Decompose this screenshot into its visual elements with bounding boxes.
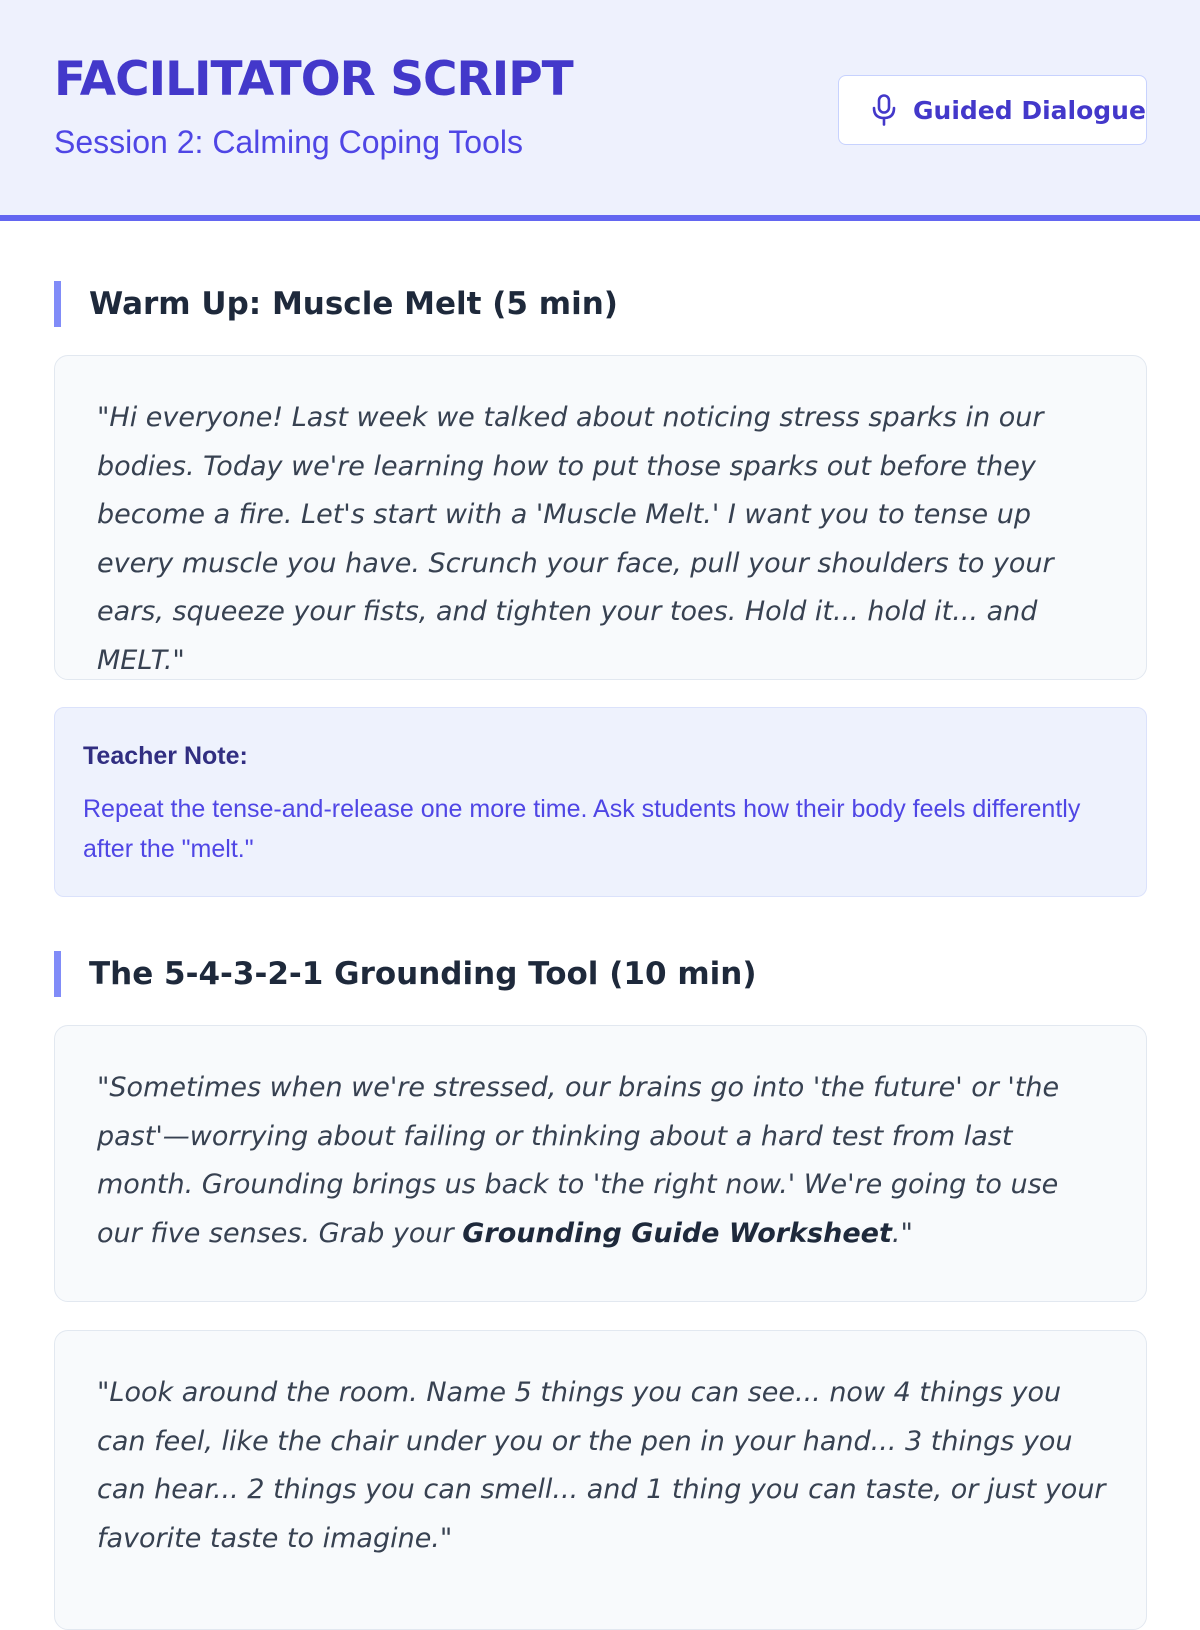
- teacher-note-text: Repeat the tense-and-release one more time. Ask students how their body feels differently after the "melt.": [83, 795, 1081, 863]
- page-subtitle: Session 2: Calming Coping Tools: [54, 124, 523, 160]
- page-header: [0, 0, 1200, 221]
- script-text: "Hi everyone! Last week we talked about noticing stress sparks in our bodies. Today we're learning how to put those sparks out before they become a fire. Let's start with a 'Muscle Melt.' I want you to tense up every muscle you have. Scrunch your face, pull your shoulders to your ears, squeeze your fists, and tighten your toes. Hold it... hold it... and MELT.": [97, 402, 1054, 676]
- guided-dialogue-badge: [838, 75, 1147, 145]
- page-title: FACILITATOR SCRIPT: [54, 52, 573, 107]
- teacher-note-title: Teacher Note:: [83, 742, 248, 770]
- script-text: "Look around the room. Name 5 things you can see... now 4 things you can feel, like the chair under you or the pen in your hand... 3 things you can hear... 2 things you can smell... and 1 thing you can taste, or just your favorite taste to imagine.": [97, 1377, 1106, 1554]
- script-card-five-senses: [54, 1330, 1147, 1630]
- worksheet-name: Grounding Guide Worksheet: [462, 1217, 892, 1249]
- script-card-grounding-intro: [54, 1025, 1147, 1302]
- teacher-note: [54, 707, 1147, 897]
- script-card-muscle-melt: [54, 355, 1147, 680]
- badge-label: Guided Dialogue: [913, 95, 1146, 125]
- script-text: "Sometimes when we're stressed, our brains go into 'the future' or 'the past'—worrying about failing or thinking about a hard test from last month. Grounding brings us back to 'the right now.' We're going to use our five senses. Grab your Grounding Guide Worksheet.": [97, 1072, 1060, 1249]
- section-heading-grounding: The 5-4-3-2-1 Grounding Tool (10 min): [54, 951, 756, 997]
- microphone-icon: [871, 94, 897, 126]
- section-heading-warm-up: Warm Up: Muscle Melt (5 min): [54, 281, 618, 327]
